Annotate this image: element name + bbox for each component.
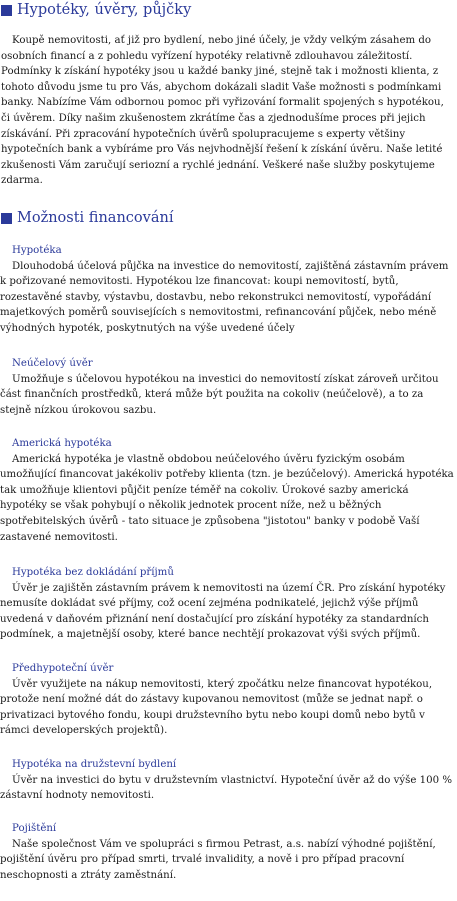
intro-paragraph: Koupě nemovitosti, ať již pro bydlení, nebo jiné účely, je vždy velkým zásahem do osobních financí a z pohledu vyřízení hypotéky relativně zdlouhavou záležitostí. Podmínky k získání hypotéky jsou u každé banky jiné, stejně tak i možnosti klienta, z tohoto důvodu jsme tu pro Vás, abychom dokázali sladit Vaše možnosti s podmínkami banky. Nabízíme Vám odbornou pomoc při vyřizování formalit spojených s hypotékou, či úvěrem. Díky našim zkušenostem zkrátíme čas a zjednodušíme proces při jejich získávání. Při zpracování hypotečních úvěrů spolupracujeme s experty většiny hypotečních bank a vybíráme pro Vás nejvhodnější řešení k získání úvěru. Naše letité zkušenosti Vám zaručují seriozní a rychlé jednání. Veškeré naše služby poskytujeme zdarma.	[1, 35, 444, 187]
financing-item-hypoteka-bez-dokladani-prijmu	[0, 565, 455, 643]
financing-item-title: Hypotéka na družstevní bydlení	[12, 759, 177, 770]
financing-item-hypoteka	[0, 243, 455, 337]
financing-item-neucelovy-uver	[0, 356, 455, 418]
square-bullet-icon	[1, 213, 12, 224]
financing-item-text: Umožňuje s účelovou hypotékou na investici do nemovitostí získat zároveň určitou část finančních prostředků, která může být použita na cokoliv (neúčelově), a to za stejně nízkou úrokovou sazbu.	[0, 373, 439, 416]
financing-item-title: Pojištění	[12, 823, 57, 834]
square-bullet-icon	[1, 5, 12, 16]
financing-item-text: Americká hypotéka je vlastně obdobou neúčelového úvěru fyzickým osobám umožňující financovat jakékoliv potřeby klienta (tzn. je bezúčelový). Americká hypotéka tak umožňuje klientovi půjčit peníze téměř na cokoliv. Úrokové sazby americká hypotéky se však pohybují o několik jednotek procent níže, než u běžných spotřebitelských úvěrů - tato situace je způsobena "jistotou" banky v podobě Vaší zastavené nemovitosti.	[0, 453, 454, 543]
section-title: Možnosti financování	[17, 210, 174, 226]
financing-item-pojisteni	[0, 821, 455, 883]
financing-item-title: Hypotéka bez dokládání příjmů	[12, 567, 174, 578]
financing-item-hypoteka-na-druzstevni-bydleni	[0, 757, 455, 804]
financing-item-americka-hypoteka	[0, 436, 455, 545]
section-title: Hypotéky, úvěry, půjčky	[17, 2, 192, 18]
financing-item-predhypotecni-uver	[0, 661, 455, 739]
financing-item-text: Naše společnost Vám ve spolupráci s firmou Petrast, a.s. nabízí výhodné pojištění, pojištění úvěru pro případ smrti, trvalé invalidity, a nově i pro případ pracovní neschopnosti a ztráty zaměstnání.	[0, 838, 436, 881]
section-heading-financing-options	[1, 208, 173, 228]
section-heading-mortgages	[1, 0, 191, 20]
financing-item-title: Předhypoteční úvěr	[12, 663, 114, 674]
financing-item-title: Americká hypotéka	[12, 438, 112, 449]
financing-item-title: Hypotéka	[12, 245, 62, 256]
financing-item-text: Úvěr na investici do bytu v družstevním vlastnictví. Hypoteční úvěr až do výše 100 % zástavní hodnoty nemovitosti.	[0, 774, 453, 802]
financing-item-text: Úvěr je zajištěn zástavním právem k nemovitosti na území ČR. Pro získání hypotéky nemusíte dokládat své příjmy, což ocení zejména podnikatelé, jejichž výše příjmů uvedená v daňovém přiznání není dostačující pro získání hypotéky za standardních podmínek, a majetnější osoby, které bance nechtějí prokazovat výši svých příjmů.	[0, 582, 446, 641]
financing-item-text: Úvěr využijete na nákup nemovitosti, který zpočátku nelze financovat hypotékou, protože není možné dát do zástavy kupovanou nemovitost (může se jednat např. o privatizaci bytového fondu, koupi družstevního bytu nebo koupi domů nebo bytů v rámci developerských projektů).	[0, 678, 433, 737]
financing-item-title: Neúčelový úvěr	[12, 358, 93, 369]
financing-item-text: Dlouhodobá účelová půjčka na investice do nemovitostí, zajištěná zástavním právem k pořizované nemovitosti. Hypotékou lze financovat: koupi nemovitostí, bytů, rozestavěné stavby, výstavbu, dostavbu, nebo rekonstrukci nemovitostí, vypořádání majetkových poměrů souvisejících s nemovitostmi, refinancování půjček, nebo méně výhodných hypoték, poskytnutých na výše uvedené účely	[0, 260, 449, 334]
